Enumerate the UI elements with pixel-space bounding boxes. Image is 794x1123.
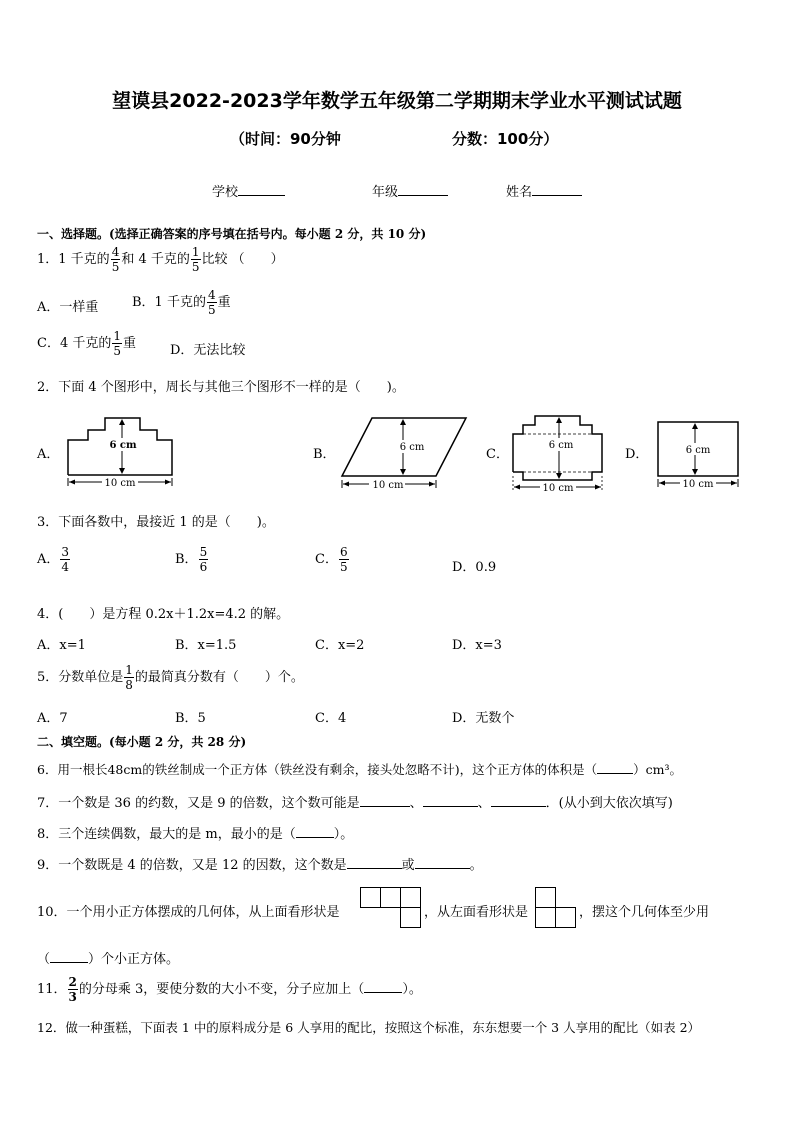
- question-8: 8．三个连续偶数，最大的是 m，最小的是（ ）。: [37, 827, 354, 842]
- school-label: 学校: [212, 185, 239, 200]
- figure-a-stepped-shape: [60, 410, 180, 494]
- figure-c-width-label: 10 cm: [542, 483, 574, 494]
- exam-score: 分数：100分）: [452, 130, 559, 148]
- section-1-heading: 一、选择题。(选择正确答案的序号填在括号内。每小题 2 分，共 10 分): [37, 227, 427, 241]
- q2-option-b: B．: [313, 447, 336, 462]
- q3-option-d: D．0.9: [452, 560, 497, 575]
- school-field: [212, 181, 285, 200]
- q5-option-c: C．4: [315, 711, 347, 726]
- q2-option-d: D．: [625, 447, 649, 462]
- q4-option-c: C．x=2: [315, 638, 365, 653]
- grade-field: [372, 181, 448, 200]
- q5-option-b: B．5: [175, 711, 206, 726]
- figure-d-height-label: 6 cm: [685, 445, 711, 456]
- q4-option-a: A．x=1: [37, 638, 86, 653]
- question-9: 9．一个数既是 4 的倍数，又是 12 的因数，这个数是 或 。: [37, 858, 483, 873]
- grade-label: 年级: [372, 185, 399, 200]
- question-10-continued: （ ）个小正方体。: [37, 952, 180, 967]
- figure-d-width-label: 10 cm: [682, 479, 714, 490]
- q1-option-a: A．一样重: [37, 300, 99, 315]
- name-field: [506, 181, 582, 200]
- q3-option-b: B． $\frac{5}{6}$: [175, 545, 208, 574]
- question-7: 7．一个数是 36 的约数，又是 9 的倍数，这个数可能是 、 、 ．(从小到大依次填写): [37, 796, 673, 811]
- page-title: 望谟县2022-2023学年数学五年级第二学期期末学业水平测试试题: [112, 90, 682, 112]
- question-10-pre: 10．一个用小正方体摆成的几何体，从上面看形状是: [37, 905, 340, 920]
- q1-option-c: C．4 千克的 $\frac{1}{5}$ 重: [37, 329, 137, 358]
- figure-b-parallelogram: [336, 410, 471, 494]
- figure-b-height-label: 6 cm: [399, 442, 425, 453]
- q5-option-d: D．无数个: [452, 711, 515, 726]
- figure-c-height-label: 6 cm: [548, 440, 574, 451]
- question-11: 11． $\frac{2}{3}$ 的分母乘 3，要使分数的大小不变，分子应加上（ ）。: [37, 975, 422, 1004]
- figure-a-width-label: 10 cm: [104, 478, 136, 489]
- q5-option-a: A．7: [37, 711, 68, 726]
- q4-option-b: B．x=1.5: [175, 638, 237, 653]
- top-view-figure: [360, 887, 422, 929]
- section-2-heading: 二、填空题。(每小题 2 分，共 28 分): [37, 735, 247, 749]
- question-1: 1．1 千克的 $\frac{4}{5}$ 和 4 千克的 $\frac{1}{5}$ 比较 （ ）: [37, 245, 284, 274]
- question-10-post: ，摆这个几何体至少用: [579, 905, 710, 920]
- exam-time: （时间：90分钟: [230, 130, 341, 148]
- question-3: 3．下面各数中，最接近 1 的是（ )。: [37, 515, 275, 530]
- question-5: 5．分数单位是 $\frac{1}{8}$ 的最简真分数有（ ）个。: [37, 663, 304, 692]
- figure-a-height-label: 6 cm: [109, 440, 137, 451]
- left-view-figure: [535, 887, 577, 929]
- question-6: 6．用一根长48cm的铁丝制成一个正方体（铁丝没有剩余，接头处忽略不计)，这个正方体的体积是（ ）cm³。: [37, 762, 682, 777]
- q1-option-d: D．无法比较: [170, 343, 246, 358]
- q3-option-c: C． $\frac{6}{5}$: [315, 545, 348, 574]
- q4-option-d: D．x=3: [452, 638, 502, 653]
- q3-option-a: A． $\frac{3}{4}$: [37, 545, 70, 574]
- q1-option-b: B．1 千克的 $\frac{4}{5}$ 重: [132, 288, 231, 317]
- name-label: 姓名: [506, 185, 533, 200]
- question-12: 12．做一种蛋糕，下面表 1 中的原料成分是 6 人享用的配比，按照这个标准，东东想要一个 3 人享用的配比（如表 2）: [37, 1020, 701, 1035]
- question-4: 4．( ）是方程 0.2x＋1.2x=4.2 的解。: [37, 607, 290, 622]
- figure-c-notched-shape: [505, 410, 610, 494]
- figure-d-rectangle: [652, 410, 744, 494]
- question-10-mid: ，从左面看形状是: [424, 905, 529, 920]
- q2-option-a: A．: [37, 447, 60, 462]
- question-2: 2．下面 4 个图形中，周长与其他三个图形不一样的是（ )。: [37, 380, 405, 395]
- q2-option-c: C．: [486, 447, 509, 462]
- figure-b-width-label: 10 cm: [372, 480, 404, 491]
